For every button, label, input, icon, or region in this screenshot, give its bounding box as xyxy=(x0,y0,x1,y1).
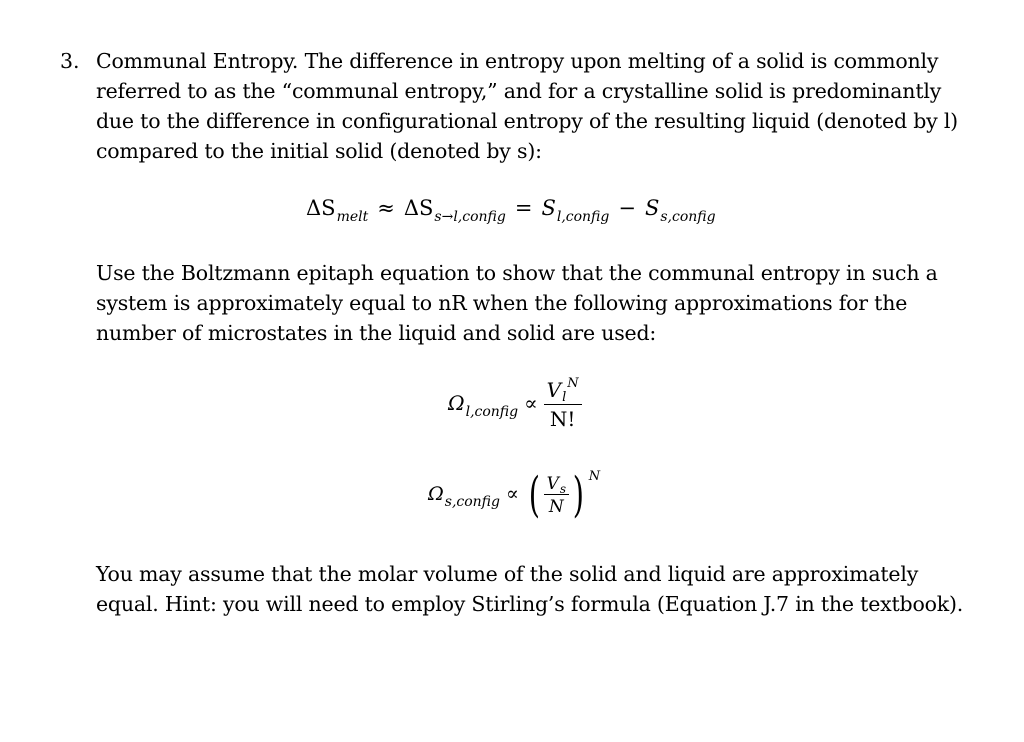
closing-line: You may assume that the molar volume of the solid and liquid are approximately xyxy=(96,562,919,586)
instruction-line: Use the Boltzmann epitaph equation to show that the communal entropy in such a xyxy=(96,261,938,285)
entropy-melting-equation: $\Delta S_{melt} \approx \Delta S_{s\to l,config} = S_{l,config} - S_{s,config}$ xyxy=(306,196,716,225)
closing-line: equal. Hint: you will need to employ Stirling’s formula (Equation J.7 in the textbook). xyxy=(96,592,964,616)
intro-line: Communal Entropy. The difference in entropy upon melting of a solid is commonly xyxy=(96,49,939,73)
intro-line: compared to the initial solid (denoted by s): xyxy=(96,139,542,163)
liquid-microstates-equation: $\Omega_{l,config}$ ∝ $\frac{V_l^N}{N!}$ xyxy=(448,378,582,431)
instruction-line: number of microstates in the liquid and solid are used: xyxy=(96,321,657,345)
instruction-paragraph xyxy=(96,258,976,348)
intro-line: referred to as the “communal entropy,” and for a crystalline solid is predominantly xyxy=(96,79,942,103)
solid-microstates-equation: $\Omega_{s,config}$ ∝ ( $\frac{V_s}{N}$ ) $^N$ xyxy=(428,467,601,523)
intro-line: due to the difference in configurational entropy of the resulting liquid (denoted by l) xyxy=(96,109,958,133)
instruction-line: system is approximately equal to nR when the following approximations for the xyxy=(96,291,908,315)
liquid-fraction: $\frac{V_l^N}{N!}$ xyxy=(544,378,582,431)
closing-paragraph xyxy=(96,559,976,619)
question-number: 3. xyxy=(60,49,80,73)
solid-fraction: $\frac{V_s}{N}$ xyxy=(544,474,569,517)
question-intro xyxy=(96,46,976,166)
